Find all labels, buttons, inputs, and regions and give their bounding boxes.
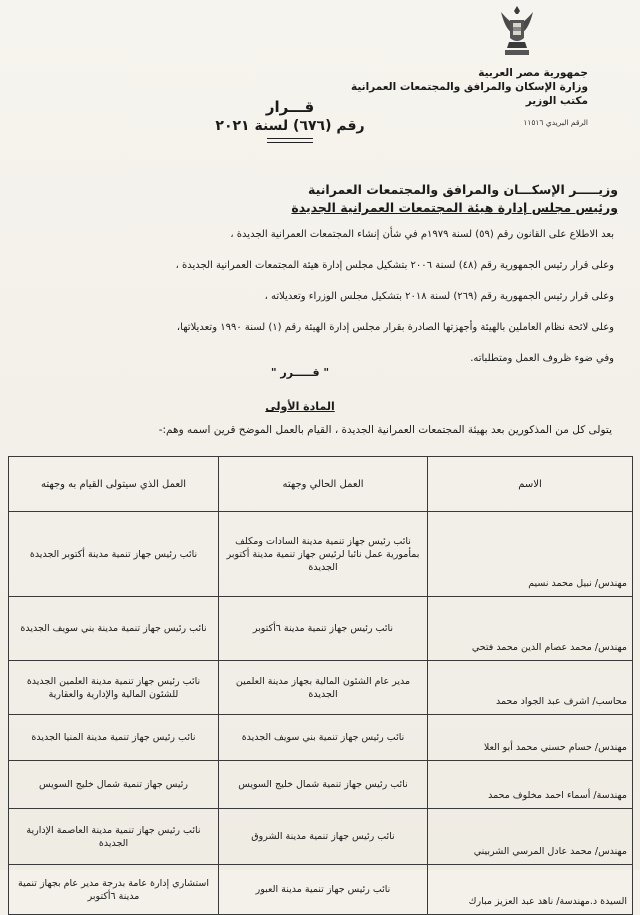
- ministry-name: وزارة الإسكان والمرافق والمجتمعات العمرانية: [350, 81, 588, 93]
- recital: وفي ضوء ظروف العمل ومتطلباته.: [470, 353, 614, 364]
- cell-current-role: نائب رئيس جهاز تنمية مدينة العبور: [219, 865, 428, 915]
- recital: وعلى قرار رئيس الجمهورية رقم (٢٦٩) لسنة ٢٠١٨ بتشكيل مجلس الوزراء وتعديلاته ،: [264, 291, 614, 302]
- recital: بعد الاطلاع على القانون رقم (٥٩) لسنة ١٩٧٩م في شأن إنشاء المجتمعات العمرانية الجديدة ،: [230, 229, 614, 240]
- cell-current-role: نائب رئيس جهاز تنمية مدينة السادات ومكلف بمأمورية عمل نائبا لرئيس جهاز تنمية مدينة أكتوبر الجديدة: [219, 512, 428, 597]
- cell-new-role: رئيس جهاز تنمية شمال خليج السويس: [9, 761, 219, 809]
- decision-title: [190, 98, 390, 143]
- header-current-role: العمل الحالي وجهته: [219, 457, 428, 512]
- header-name: الاسم: [428, 457, 633, 512]
- decision-word: قـــرار: [265, 98, 315, 116]
- country-name: جمهورية مصر العربية: [478, 67, 588, 79]
- table-row: [9, 809, 633, 865]
- cell-name: مهندس/ محمد عصام الدين محمد فتحي: [428, 597, 633, 661]
- cell-name: محاسب/ اشرف عبد الجواد محمد: [428, 661, 633, 715]
- cell-new-role: نائب رئيس جهاز تنمية مدينة بني سويف الجديدة: [9, 597, 219, 661]
- table-row: [9, 715, 633, 761]
- cell-current-role: نائب رئيس جهاز تنمية بني سويف الجديدة: [219, 715, 428, 761]
- cell-new-role: نائب رئيس جهاز تنمية مدينة العاصمة الإدارية الجديدة: [9, 809, 219, 865]
- eagle-emblem-icon: [495, 2, 539, 60]
- postal-code: الرقم البريدي ١١٥١٦: [523, 118, 588, 127]
- cell-new-role: نائب رئيس جهاز تنمية مدينة العلمين الجديدة للشئون المالية والإدارية والعقارية: [9, 661, 219, 715]
- assignments-table: [8, 456, 633, 915]
- decision-number: رقم (٦٧٦) لسنة ٢٠٢١: [215, 118, 365, 134]
- cell-name: السيدة د.مهندسة/ ناهد عبد العزيز مبارك: [428, 865, 633, 915]
- issuer-line-1: وزيـــــر الإسكـــان والمرافق والمجتمعات العمرانية: [308, 182, 618, 197]
- table-row: [9, 597, 633, 661]
- cell-name: مهندسة/ أسماء احمد مخلوف محمد: [428, 761, 633, 809]
- article-intro: يتولى كل من المذكورين بعد بهيئة المجتمعات العمرانية الجديدة ، القيام بالعمل الموضح قرين اسمه وهم:-: [158, 424, 612, 436]
- article-title: المادة الأولى: [265, 400, 335, 413]
- cell-current-role: نائب رئيس جهاز تنمية شمال خليج السويس: [219, 761, 428, 809]
- issuer-line-2: ورئيس مجلس إدارة هيئة المجتمعات العمرانية الجديدة: [291, 200, 618, 215]
- cell-current-role: نائب رئيس جهاز تنمية مدينة ٦أكتوبر: [219, 597, 428, 661]
- table-header-row: [9, 457, 633, 512]
- table-row: [9, 512, 633, 597]
- table-row: [9, 761, 633, 809]
- table-row: [9, 661, 633, 715]
- cell-current-role: مدير عام الشئون المالية بجهاز مدينة العلمين الجديدة: [219, 661, 428, 715]
- office-name: مكتب الوزير: [525, 95, 588, 107]
- cell-new-role: نائب رئيس جهاز تنمية مدينة المنيا الجديدة: [9, 715, 219, 761]
- cell-current-role: نائب رئيس جهاز تنمية مدينة الشروق: [219, 809, 428, 865]
- recital: وعلى لائحة نظام العاملين بالهيئة وأجهزتها الصادرة بقرار مجلس إدارة الهيئة رقم (١) لسنة ١٩٩٠ وتعديلاتها،: [176, 322, 614, 333]
- cell-name: مهندس/ نبيل محمد نسيم: [428, 512, 633, 597]
- decides-heading: " قـــــرر ": [270, 366, 330, 379]
- issuer-block: [58, 181, 618, 217]
- recitals: [24, 228, 614, 383]
- cell-name: مهندس/ محمد عادل المرسي الشربيني: [428, 809, 633, 865]
- header-new-role: العمل الذي سيتولى القيام به وجهته: [9, 457, 219, 512]
- cell-new-role: استشاري إدارة عامة بدرجة مدير عام بجهاز تنمية مدينة ٦أكتوبر: [9, 865, 219, 915]
- recital: وعلى قرار رئيس الجمهورية رقم (٤٨) لسنة ٢٠٠٦ بتشكيل مجلس إدارة هيئة المجتمعات العمرانية الجديدة ،: [175, 260, 614, 271]
- cell-new-role: نائب رئيس جهاز تنمية مدينة أكتوبر الجديدة: [9, 512, 219, 597]
- table-row: [9, 865, 633, 915]
- title-double-rule: [267, 138, 313, 143]
- cell-name: مهندس/ حسام حسني محمد أبو العلا: [428, 715, 633, 761]
